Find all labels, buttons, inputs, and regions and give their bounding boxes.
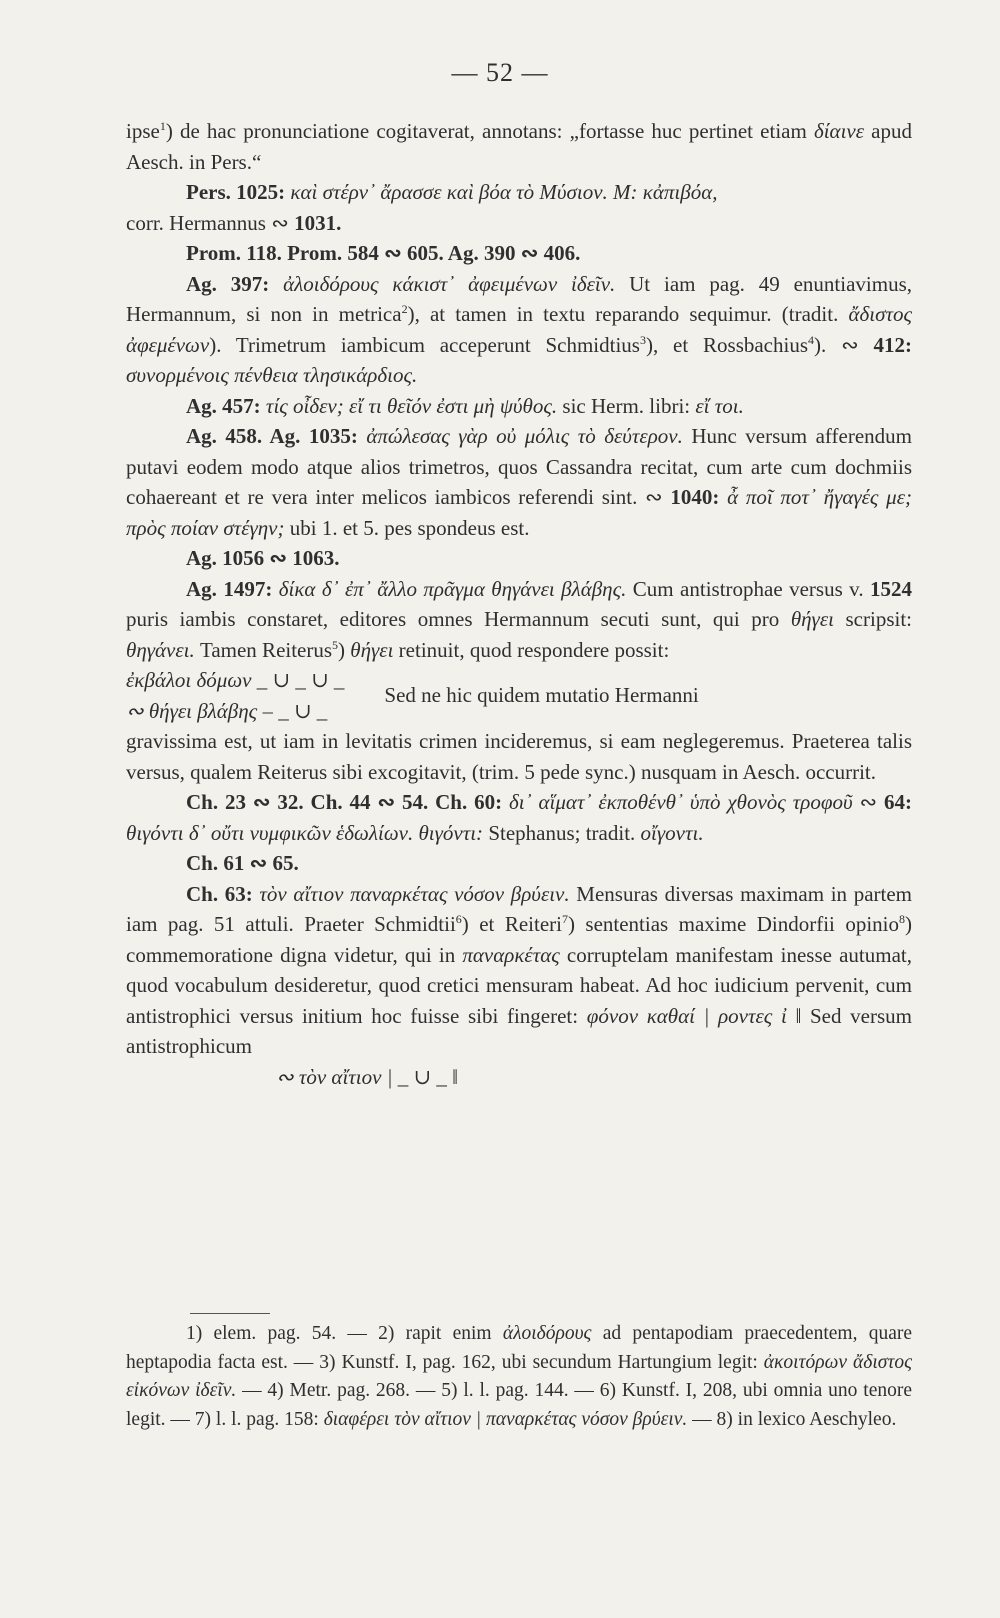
greek-text: ἀκοιτόρων ἄδιστος εἰκόνων ἰδεῖν. <box>126 1351 912 1401</box>
page-number: — 52 — <box>451 58 549 87</box>
text-span: Cum antistrophae versus v. <box>626 576 870 601</box>
paragraph-ch63 <box>126 879 912 1062</box>
greek-text: ἆ ποῖ ποτ᾽ ἤγαγές με; πρὸς ποίαν στέγην; <box>126 485 912 540</box>
greek-text: θήγει <box>350 637 394 662</box>
verse-reference: 1031. <box>294 210 342 235</box>
verse-reference: 412: <box>873 332 912 357</box>
text-span: ∾ <box>852 790 885 814</box>
footnote-ref: 5 <box>332 637 339 652</box>
greek-text: ἄδιστος ἀφεμένων <box>126 302 912 357</box>
text-span: ), at tamen in textu reparando sequimur. (tradit. <box>407 302 849 326</box>
verse-reference: Ch. 63: <box>186 881 253 906</box>
greek-text: εἴ τοι. <box>695 393 744 418</box>
footnote-ref: 4 <box>808 332 815 347</box>
verse-reference: Ag. 458. Ag. 1035: <box>186 424 358 448</box>
verse-reference: Ag. 397: <box>186 271 270 296</box>
paragraph-pers <box>126 177 912 208</box>
verse-reference: 64: <box>884 790 913 814</box>
footnote-ref: 8 <box>899 912 905 926</box>
text-span: Sed ne hic quidem mutatio Hermanni <box>384 683 699 708</box>
text-span: ) sententias maxime Dindorfii opinio <box>567 912 899 936</box>
footnote-ref: 2 <box>401 302 408 316</box>
verse-reference: 1524 <box>869 576 912 601</box>
paragraph-ag-cont: gravissima est, ut iam in levitatis crimen incideremus, si eam neglegeremus. Praeterea talis versus, qualem Reiterus sibi excogitavit, (trim. 5 pede sync.) nusquam in Aesch. occurrit. <box>126 729 912 784</box>
footnote-rule <box>190 1313 270 1314</box>
verse-reference: Pers. 1025: <box>186 180 286 204</box>
paragraph-prom: Prom. 118. Prom. 584 ∾ 605. Ag. 390 ∾ 406. <box>186 241 581 265</box>
paragraph-ag1497 <box>126 574 912 666</box>
text-span: 1) elem. pag. 54. — 2) rapit enim <box>186 1323 503 1344</box>
text-span: ) commemoratione digna videtur, qui in <box>126 912 912 967</box>
text-span: sic Herm. libri: <box>557 393 696 418</box>
text-span: scripsit: <box>833 607 912 631</box>
greek-text: ∾ θήγει βλάβης <box>126 698 258 723</box>
text-span: — 4) Metr. pag. 268. — 5) l. l. pag. 144. — 6) Kunstf. I, 208, ubi omnia uno tenore legit. — 7) l. l. pag. 158: <box>126 1380 912 1430</box>
text-span: ) et Reiteri <box>461 912 562 936</box>
text-span: ‖ Sed versum antistrophicum <box>126 1003 912 1058</box>
text-span: retinuit, quod respondere possit: <box>393 637 670 662</box>
text-span: Tamen Reiterus <box>194 637 333 662</box>
meter-line <box>126 665 344 696</box>
paragraph-ag397 <box>126 269 912 391</box>
text-span: ). ∾ <box>814 332 874 357</box>
greek-text: ἀλοιδόρους κάκιστ᾽ ἀφειμένων ἰδεῖν. <box>269 271 616 296</box>
text-span: Hunc versum afferendum putavi eodem modo atque alios trimetros, quos Cassandra recitat, cum arte cum dochmiis cohaereant et re vera inter melicos iambicos referendi sint. ∾ <box>126 424 912 509</box>
text-span: ) de hac pronunciatione cogitaverat, annotans: „fortasse huc pertinet etiam <box>165 119 814 143</box>
text-span: corr. Hermannus ∾ <box>126 210 295 235</box>
metrical-scheme: _ ∪ _ ∪ _ <box>251 668 345 692</box>
text-span: ) <box>338 637 351 662</box>
greek-text: θιγόντι δ᾽ οὔτι νυμφικῶν ἑδωλίων. θιγόντι: <box>126 820 484 845</box>
footnote-ref: 1 <box>159 119 166 133</box>
greek-text: ἀλοιδόρους <box>502 1323 592 1344</box>
metrical-schema-line: ∾ τὸν αἴτιον | _ ∪ _ ‖ <box>276 1064 458 1089</box>
greek-text: φόνον καθαί | ροντες ἰ <box>586 1003 787 1028</box>
text-span: ), et Rossbachius <box>645 332 809 357</box>
body-text <box>126 116 912 1092</box>
greek-text: θήγει <box>790 607 834 631</box>
text-span: puris iambis constaret, editores omnes Hermannum secuti sunt, qui pro <box>126 607 791 631</box>
verse-reference: 1040: <box>670 485 720 509</box>
text-span: ad pentapodiam praecedentem, quare heptapodia facta est. — 3) Kunstf. I, pag. 162, ubi secundum Hartungium legit: <box>126 1323 912 1373</box>
paragraph-ch23 <box>126 787 912 848</box>
footnote-ref: 6 <box>455 912 462 926</box>
greek-text: οἴγοντι. <box>640 820 704 845</box>
greek-text: ἀπώλεσας γὰρ οὐ μόλις τὸ δεύτερον. <box>357 424 683 448</box>
greek-text: συνορμένοις πένθεια τλησικάρδιος. <box>126 363 418 387</box>
text-span: Mensuras diversas maximam in partem iam pag. 51 attuli. Praeter Schmidtii <box>126 881 912 936</box>
text-span: ubi 1. et 5. pes spondeus est. <box>284 515 530 540</box>
greek-text: δι᾽ αἵματ᾽ ἐκποθένθ᾽ ὑπὸ χθονὸς τροφοῦ <box>502 790 853 814</box>
footnotes <box>126 1320 912 1434</box>
verse-reference: Ag. 1497: <box>186 576 273 601</box>
paragraph-ag457 <box>126 391 912 422</box>
greek-text: τίς οἶδεν; εἴ τι θεῖόν ἐστι μὴ ψύθος. <box>260 393 558 418</box>
meter-line <box>126 696 344 727</box>
footnote-text <box>126 1320 912 1434</box>
greek-text: διαφέρει τὸν αἴτιον | παναρκέτας νόσον βρύειν. <box>323 1408 688 1430</box>
text-span: corruptelam manifestam inesse autumat, quod vocabulum desideretur, quod cretici mensuram habeat. Ad hoc iudicium pervenit, cum antistrophici versus initium hoc fuisse sibi fingeret: <box>126 942 912 1028</box>
meter-lines <box>126 665 344 726</box>
footnote-ref: 7 <box>561 912 568 926</box>
text-span: ). Trimetrum iambicum acceperunt Schmidtius <box>209 332 640 357</box>
paragraph-intro <box>126 116 912 177</box>
paragraph-ag458 <box>126 421 912 543</box>
greek-text: παναρκέτας <box>462 942 560 967</box>
text-span: — 8) in lexico Aeschyleo. <box>687 1408 897 1430</box>
verse-reference: Ch. 23 ∾ 32. Ch. 44 ∾ 54. Ch. 60: <box>186 790 503 814</box>
paragraph-ag1056: Ag. 1056 ∾ 1063. <box>186 546 340 570</box>
greek-text: θηγάνει. <box>126 637 195 662</box>
greek-text: δίαινε <box>813 119 865 143</box>
greek-text: τὸν αἴτιον παναρκέτας νόσον βρύειν. <box>252 881 570 906</box>
text-span: Stephanus; tradit. <box>483 820 641 845</box>
footnote-ref: 3 <box>639 332 646 347</box>
paragraph-ch61: Ch. 61 ∾ 65. <box>186 851 299 875</box>
verse-reference: Ag. 457: <box>186 393 261 418</box>
text-span: ipse <box>126 119 160 143</box>
greek-text: καὶ στέρν᾽ ἄρασσε καὶ βόα τὸ Μύσιον. M: κἀπιβόα, <box>285 180 718 204</box>
paragraph-pers-cont <box>126 208 912 239</box>
metrical-scheme: ⎯ _ ∪ _ <box>257 698 328 723</box>
text-span: apud Aesch. in Pers.“ <box>126 119 912 174</box>
greek-text: ἐκβάλοι δόμων <box>126 668 252 692</box>
text-span: Ut iam pag. 49 enuntiavimus, Hermannum, si non in metrica <box>126 271 912 326</box>
greek-text: δίκα δ᾽ ἐπ᾽ ἄλλο πρᾶγμα θηγάνει βλάβης. <box>272 576 627 601</box>
meter-comparison <box>126 665 912 726</box>
